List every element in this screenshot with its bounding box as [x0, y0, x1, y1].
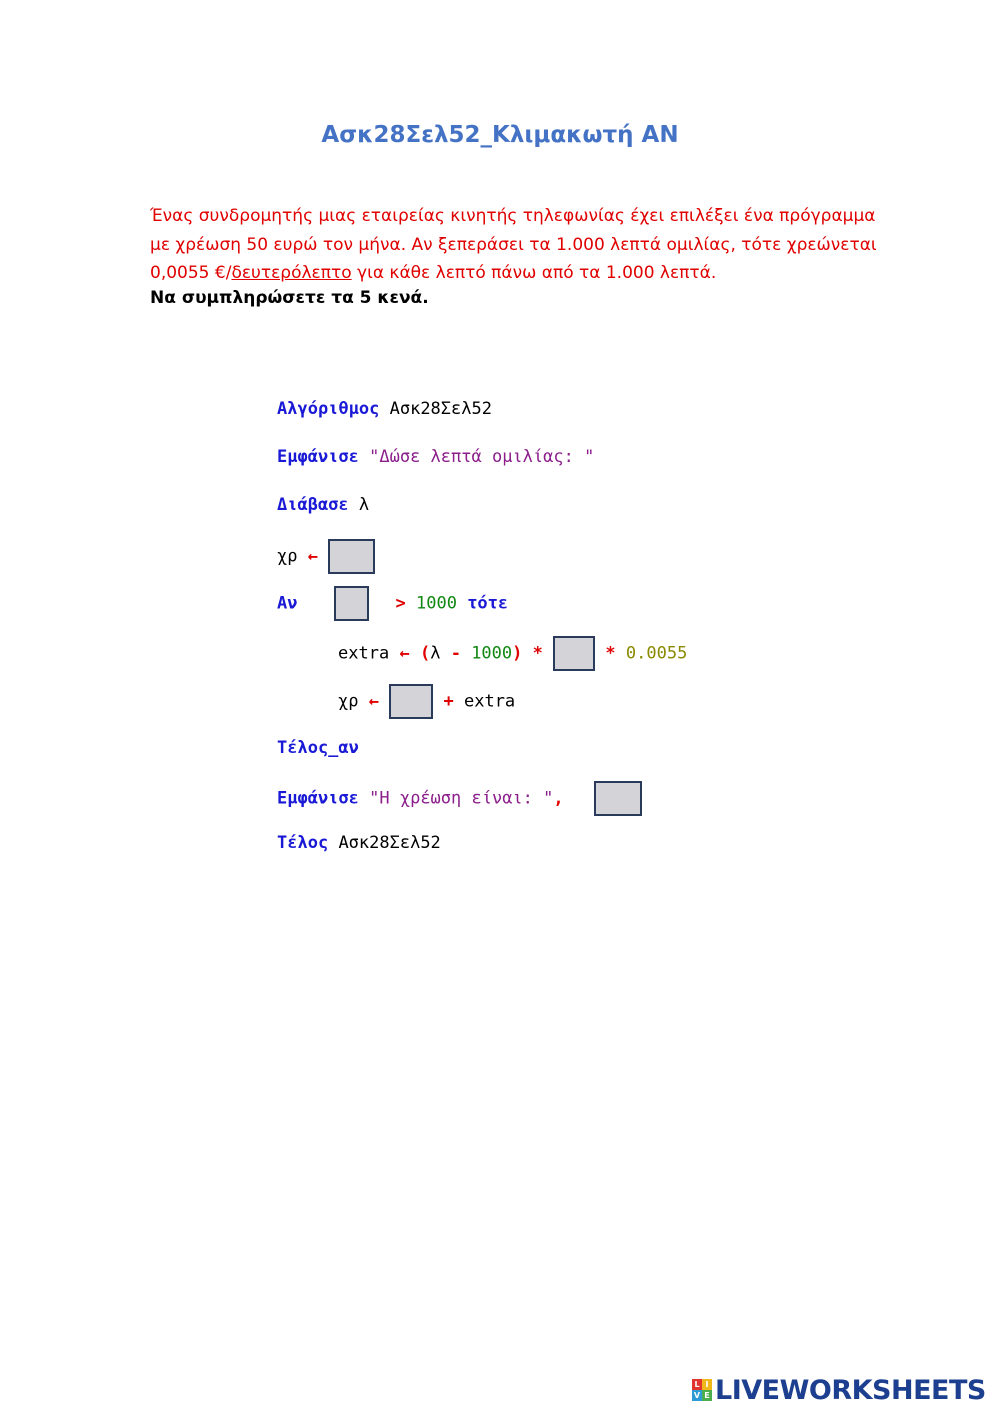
logo-icon-letter: V — [693, 1391, 701, 1400]
blank-1-input[interactable] — [328, 539, 375, 574]
comma-separator: , — [553, 788, 564, 809]
code-line-display-result — [277, 781, 642, 813]
keyword-display: Εμφάνισε — [277, 788, 359, 809]
assign-arrow: ← — [368, 691, 379, 712]
code-line-end-if — [277, 732, 359, 764]
blank-2-input[interactable] — [334, 586, 369, 621]
code-line-if — [277, 586, 508, 618]
problem-line-3-suffix: για κάθε λεπτό πάνω από τα 1.000 λεπτά. — [351, 263, 717, 283]
code-line-end — [277, 827, 441, 859]
keyword-display: Εμφάνισε — [277, 447, 359, 467]
logo-icon-letter: L — [692, 1379, 702, 1390]
blank-4-input[interactable] — [389, 684, 433, 719]
keyword-end-if: Τέλος_αν — [277, 738, 359, 758]
keyword-if: Αν — [277, 593, 298, 614]
logo-icon-letter: E — [702, 1390, 712, 1401]
rate-number: 0.0055 — [625, 643, 688, 664]
plus-operator: + — [443, 691, 454, 712]
right-paren: ) — [512, 643, 523, 664]
liveworksheets-logo — [692, 1374, 986, 1406]
minus-operator: - — [450, 643, 461, 664]
instruction-text: Να συμπληρώσετε τα 5 κενά. — [150, 288, 429, 308]
variable-lambda: λ — [358, 495, 370, 515]
variable-extra: extra — [463, 691, 516, 712]
number-1000: 1000 — [415, 593, 457, 614]
prompt-string: "Δώσε λεπτά ομιλίας: " — [369, 447, 595, 467]
assign-arrow: ← — [307, 546, 318, 567]
problem-line-3 — [150, 259, 870, 288]
multiply-operator: * — [605, 643, 616, 664]
blank-5-input[interactable] — [594, 781, 642, 816]
problem-line-1: Ένας συνδρομητής μιας εταιρείας κινητής τηλεφωνίας έχει επιλέξει ένα πρόγραμμα — [150, 206, 876, 226]
variable-extra: extra — [338, 643, 390, 664]
keyword-algorithm: Αλγόριθμος — [277, 399, 380, 419]
variable-lambda: λ — [430, 643, 441, 664]
left-paren: ( — [419, 643, 431, 664]
liveworksheets-logo-icon — [692, 1379, 712, 1401]
problem-statement — [150, 202, 877, 288]
variable-charge: χρ — [277, 546, 298, 567]
code-line-add-extra — [338, 684, 515, 716]
keyword-end: Τέλος — [277, 833, 329, 853]
keyword-then: τότε — [467, 593, 509, 614]
greater-than-operator: > — [395, 593, 406, 614]
result-string: "Η χρέωση είναι: " — [369, 788, 554, 809]
algorithm-name: Ασκ28Σελ52 — [389, 399, 492, 419]
code-line-algorithm — [277, 393, 492, 425]
keyword-read: Διάβασε — [277, 495, 349, 515]
multiply-operator: * — [532, 643, 543, 664]
variable-charge: χρ — [338, 691, 359, 712]
problem-line-3-prefix: 0,0055 €/ — [150, 263, 232, 283]
assign-arrow: ← — [399, 643, 410, 664]
code-line-assign-charge — [277, 539, 375, 571]
code-line-display-prompt — [277, 441, 594, 473]
logo-icon-letter: I — [702, 1379, 712, 1390]
algorithm-name: Ασκ28Σελ52 — [338, 833, 441, 853]
page-title: Ασκ28Σελ52_Κλιμακωτή ΑΝ — [321, 122, 679, 148]
code-line-extra — [338, 636, 687, 668]
code-line-read — [277, 489, 369, 521]
liveworksheets-logo-text: LIVEWORKSHEETS — [715, 1374, 986, 1406]
problem-line-2: με χρέωση 50 ευρώ τον μήνα. Αν ξεπεράσει τα 1.000 λεπτά ομιλίας, τότε χρεώνεται — [150, 234, 877, 255]
number-1000: 1000 — [471, 643, 513, 664]
blank-3-input[interactable] — [553, 636, 595, 671]
problem-underlined-word: δευτερόλεπτο — [231, 263, 352, 283]
